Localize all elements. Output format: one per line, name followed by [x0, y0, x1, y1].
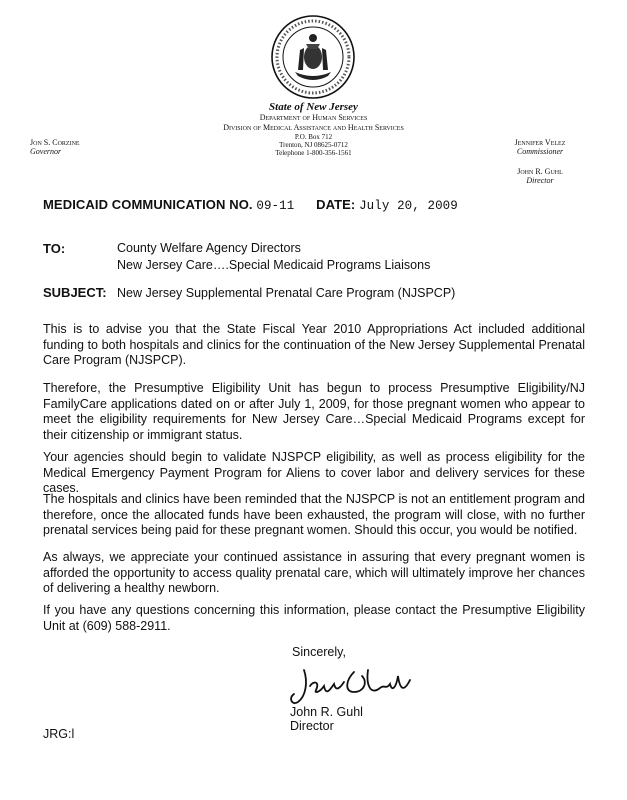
body-paragraph: If you have any questions concerning this information, please contact the Presumptive Eligibility Unit at (609) 588-2911. [43, 603, 585, 633]
division-name: Division of Medical Assistance and Health Services [223, 123, 404, 132]
signer-title: Director [290, 719, 334, 733]
governor-title: Governor [30, 147, 62, 156]
date-label: DATE: [316, 197, 356, 212]
typist-initials: JRG:l [43, 727, 75, 741]
to-recipient-1: County Welfare Agency Directors [117, 241, 301, 255]
communication-number: 09-11 [256, 199, 295, 213]
governor-name: Jon S. Corzine [30, 138, 80, 147]
department-name: Department of Human Services [259, 113, 368, 122]
body-paragraph: This is to advise you that the State Fiscal Year 2010 Appropriations Act included additional funding to both hospitals and clinics for the continuation of the New Jersey Supplemental Prenatal Care Program (NJSPCP). [43, 322, 585, 367]
governor-block [30, 138, 80, 156]
body-paragraph: Your agencies should begin to validate NJSPCP eligibility, as well as process eligibility for the Medical Emergency Payment Program for Aliens to cover labor and delivery services for these cases. [43, 450, 585, 495]
communication-date: July 20, 2009 [359, 199, 458, 213]
state-seal-icon [270, 14, 356, 100]
director-title: Director [526, 176, 554, 185]
closing-salutation: Sincerely, [292, 645, 346, 659]
subject-text: New Jersey Supplemental Prenatal Care Program (NJSPCP) [117, 286, 456, 300]
telephone: Telephone 1-800-356-1561 [275, 149, 352, 157]
city-address: Trenton, NJ 08625-0712 [279, 141, 348, 149]
commissioner-title: Commissioner [516, 147, 564, 156]
signer-name: John R. Guhl [290, 705, 363, 719]
body-paragraph: As always, we appreciate your continued assistance in assuring that every pregnant women is afforded the opportunity to access quality prenatal care, which will ultimately improve her chances of delivering a healthy newborn. [43, 550, 585, 595]
body-paragraph: Therefore, the Presumptive Eligibility Unit has begun to process Presumptive Eligibility/NJ FamilyCare applications dated on or after July 1, 2009, for those pregnant women who appear to meet the eligibility requirements for New Jersey Care…Special Medicaid Programs except for their citizenship or immigrant status. [43, 381, 585, 442]
po-box: P.O. Box 712 [294, 133, 333, 141]
body-paragraph: The hospitals and clinics have been reminded that the NJSPCP is not an entitlement program and therefore, once the allocated funds have been exhausted, the program will close, with no further prenatal services being paid for these pregnant women. Should this occur, you would be notified. [43, 492, 585, 537]
handwritten-signature [284, 662, 424, 710]
commissioner-block [490, 138, 590, 156]
director-name: John R. Guhl [517, 167, 563, 176]
commissioner-name: Jennifer Velez [514, 138, 566, 147]
communication-header [43, 197, 458, 213]
director-block [490, 167, 590, 185]
communication-label: MEDICAID COMMUNICATION NO. [43, 197, 253, 212]
subject-label: SUBJECT: [43, 285, 107, 300]
state-name: State of New Jersey [269, 101, 358, 113]
to-recipient-2: New Jersey Care….Special Medicaid Programs Liaisons [117, 258, 431, 272]
to-label: TO: [43, 241, 66, 256]
